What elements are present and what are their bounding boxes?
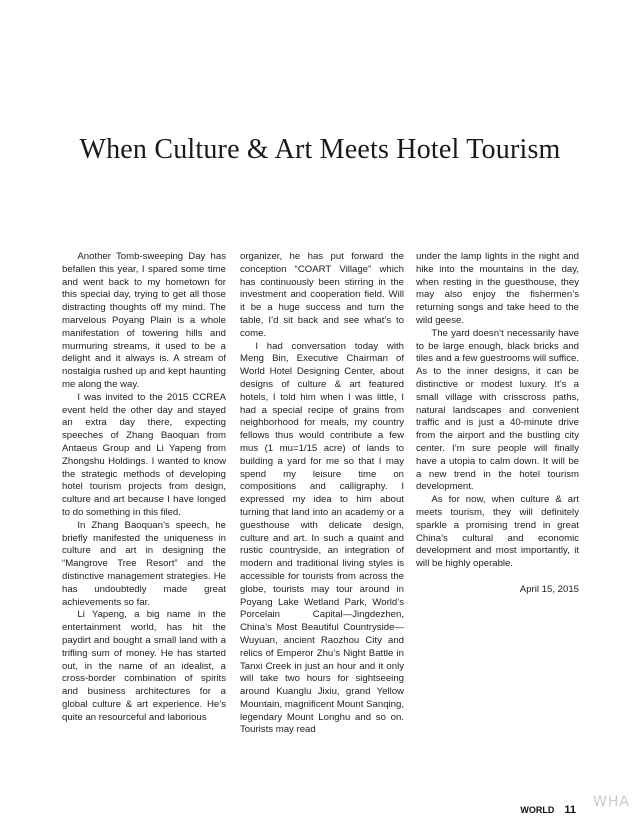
text-column-2 [240,251,404,737]
paragraph: As for now, when culture & art meets tourism, they will definitely sparkle a promising trend in great China’s cultural and economic development and most importantly, it will be highly operable. [416,494,579,570]
watermark: WHA [593,794,630,810]
paragraph: organizer, he has put forward the conception “COART Village” which has continuously been stirring in the investment and cooperation field. Will it be a huge success and turn the table, I’d sit back and see what’s to come. [240,251,404,339]
magazine-name: WORLD [520,805,555,815]
page-footer [520,804,576,816]
paragraph: In Zhang Baoquan’s speech, he briefly manifested the uniqueness in culture and art in designing the “Mangrove Tree Resort” and the distinctive management strategies. He has undoubtedly made great achievements so far. [62,519,226,608]
paragraph: I was invited to the 2015 CCREA event held the other day and stayed an extra day there, expecting speeches of Zhang Baoquan from Antaeus Group and Li Yapeng from Zhongshu Holdings. I wanted to know the strategic methods of developing hotel tourism projects from design, culture and art because I have longed to do something in this filed. [62,391,226,518]
paragraph: Li Yapeng, a big name in the entertainment world, has hit the paydirt and bought a small land with a trifling sum of money. He has started out, in the name of an idealist, a cross-border combination of spirits and business architectures for a global culture & art experience. He’s quite an resourceful and laborious [62,609,226,723]
article-date: April 15, 2015 [519,583,579,595]
paragraph: under the lamp lights in the night and hike into the mountains in the day, when resting in the guesthouse, they may also enjoy the fishermen’s returning songs and take heed to the wild geese. [416,251,579,326]
paragraph: Another Tomb-sweeping Day has befallen this year, I spared some time and went back to my hometown for this special day, trying to get all those distracting thoughts off my mind. The marvelous Poyang Plain is a whole manifestation of towering hills and murmuring streams, it used to be a delight and it always is. A stream of nostalgia rushed up and kept haunting me along the way. [62,251,226,390]
text-column-3 [416,251,579,597]
article-title: When Culture & Art Meets Hotel Tourism [79,134,561,165]
page-number: 11 [564,804,576,816]
paragraph: The yard doesn’t necessarily have to be large enough, black bricks and tiles and a few guestrooms will suffice. As to the inner designs, it can be distinctive or modest luxury. It’s a small village with crisscross paths, natural landscapes and convenient traffic and is just a 40-minute drive from the airport and the bustling city center. I’m sure people will finally have a utopia to calm down. It will be a new trend in the hotel tourism development. [416,327,579,493]
text-column-1 [62,251,226,724]
paragraph: I had conversation today with Meng Bin, Executive Chairman of World Hotel Designing Center, about designs of culture & art featured hotels, I told him when I was little, I had a special recipe of grains from neighborhood for meals, my country fellows thus would contribute a few mus (1 mu=1/15 acre) of lands to building a yard for me so that I may spend my leisure time on compositions and calligraphy. I expressed my idea to him about turning that land into an academy or a guesthouse with delicate design, culture and art. In such a quaint and rustic countryside, an integration of modern and traditional living styles is accessible for tourists from across the globe, tourists may tour around in Poyang Lake Wetland Park, World’s Porcelain Capital—Jingdezhen, China’s Most Beautiful Countryside—Wuyuan, ancient Raozhou City and relics of Emperor Zhu’s Night Battle in Tanxi Creek in just an hour and it only will take two hours for sightseeing around Kuanglu Jixiu, grand Yellow Mountain, magnificent Mount Sanqing, legendary Mount Longhu and so on. Tourists may read [240,340,404,736]
